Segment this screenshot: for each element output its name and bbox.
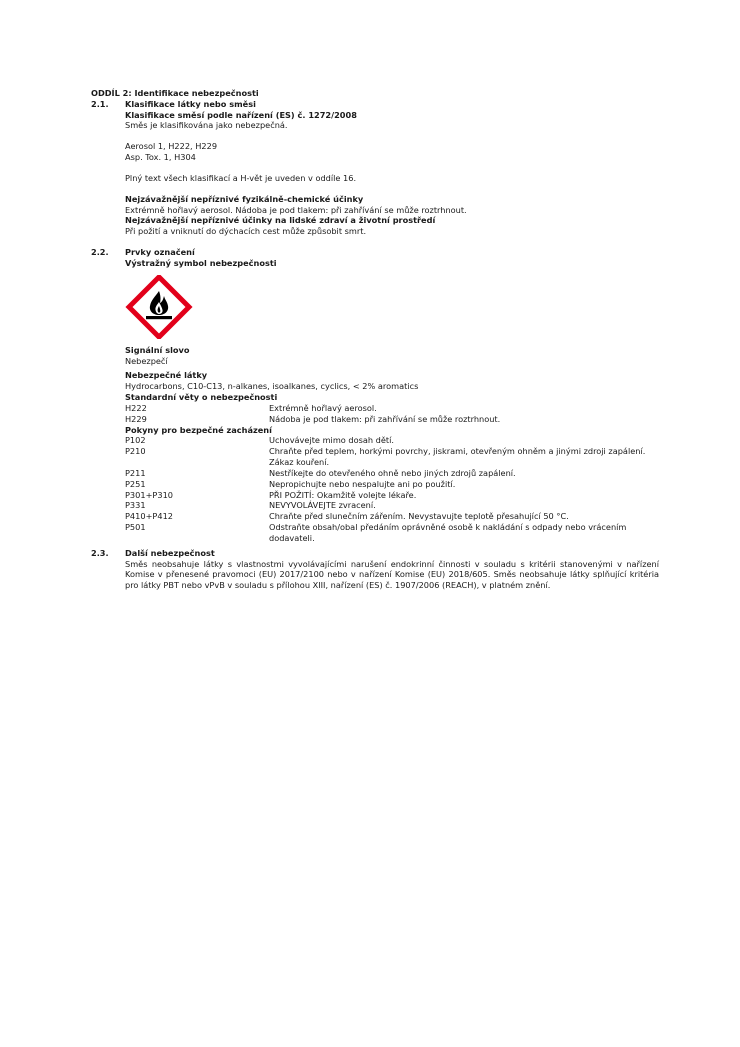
- phys-effects-heading: Nejzávažnější nepříznivé fyzikálně-chemické účinky: [125, 193, 364, 204]
- classification-statement: Směs je klasifikována jako nebezpečná.: [125, 120, 288, 131]
- section-heading: Další nebezpečnost: [125, 547, 215, 558]
- statement-code: P410+P412: [125, 511, 173, 522]
- signal-word: Nebezpečí: [125, 355, 168, 366]
- precautionary-statements-heading: Pokyny pro bezpečné zacházení: [125, 424, 272, 435]
- health-effects-heading: Nejzávažnější nepříznivé účinky na lidské zdraví a životní prostředí: [125, 215, 436, 226]
- statement-text: Nepropichujte nebo nespalujte ani po použití.: [269, 478, 456, 489]
- table-row: [125, 490, 659, 501]
- sds-page: [91, 88, 659, 591]
- statement-code: P210: [125, 446, 146, 457]
- statement-code: H229: [125, 413, 147, 424]
- section-heading: Prvky označení: [125, 247, 195, 258]
- table-row: [125, 500, 659, 511]
- table-row: [125, 468, 659, 479]
- section-number: 2.3.: [91, 547, 109, 558]
- subsection-heading: Klasifikace směsí podle nařízení (ES) č. 1272/2008: [125, 109, 357, 120]
- hazard-statements-table: [125, 403, 659, 425]
- statement-text: Extrémně hořlavý aerosol.: [269, 402, 377, 413]
- section-heading: Klasifikace látky nebo směsi: [125, 98, 256, 109]
- table-row: [125, 522, 659, 544]
- table-row: [125, 403, 659, 414]
- section-2-3: [91, 548, 659, 591]
- table-row: [125, 479, 659, 490]
- section-title: ODDÍL 2: Identifikace nebezpečnosti: [91, 88, 259, 98]
- statement-text: Nestříkejte do otevřeného ohně nebo jiných zdrojů zapálení.: [269, 467, 516, 478]
- signal-word-heading: Signální slovo: [125, 344, 190, 355]
- statement-code: P301+P310: [125, 489, 173, 500]
- health-effects-text: Při požití a vniknutí do dýchacích cest může způsobit smrt.: [125, 226, 367, 237]
- section-2-1: [91, 99, 659, 237]
- table-row: [125, 511, 659, 522]
- table-row: [125, 446, 659, 468]
- fulltext-note: Plný text všech klasifikací a H-vět je uveden v oddíle 16.: [125, 172, 357, 183]
- statement-text: Uchovávejte mimo dosah dětí.: [269, 435, 395, 446]
- flame-icon: [125, 275, 193, 339]
- pictogram-heading: Výstražný symbol nebezpečnosti: [125, 257, 277, 268]
- phys-effects-text: Extrémně hořlavý aerosol. Nádoba je pod tlakem: při zahřívání se může roztrhnout.: [125, 204, 467, 215]
- statement-text: Chraňte před teplem, horkými povrchy, jiskrami, otevřeným ohněm a jinými zdroji zapálení. Zákaz kouření.: [269, 446, 646, 468]
- statement-text: Nádoba je pod tlakem: při zahřívání se může roztrhnout.: [269, 413, 501, 424]
- hazardous-substances: Hydrocarbons, C10-C13, n-alkanes, isoalkanes, cyclics, < 2% aromatics: [125, 381, 419, 392]
- statement-text: Chraňte před slunečním zářením. Nevystavujte teplotě přesahující 50 °C.: [269, 511, 569, 522]
- classification-line: Aerosol 1, H222, H229: [125, 141, 218, 152]
- statement-code: P251: [125, 478, 146, 489]
- statement-text: PŘI POŽITÍ: Okamžitě volejte lékaře.: [269, 489, 417, 500]
- statement-code: P102: [125, 435, 146, 446]
- section-number: 2.2.: [91, 247, 109, 258]
- statement-text: NEVYVOLÁVEJTE zvracení.: [269, 500, 376, 511]
- hazardous-substances-heading: Nebezpečné látky: [125, 370, 208, 381]
- statement-code: P501: [125, 522, 146, 533]
- table-row: [125, 435, 659, 446]
- table-row: [125, 414, 659, 425]
- other-hazards-text: Směs neobsahuje látky s vlastnostmi vyvolávajícími narušení endokrinní činnosti v souladu s kritérii stanovenými v nařízení Komise v přenesené pravomoci (EU) 2017/2100 nebo v nařízení Komise (EU) 2018/605. Směs neobsahuje látky splňující kritéria pro látky PBT nebo vPvB v souladu s přílohou XIII, nařízení (ES) č. 1907/2006 (REACH), v platném znění.: [125, 558, 659, 591]
- classification-line: Asp. Tox. 1, H304: [125, 152, 196, 163]
- statement-code: H222: [125, 402, 147, 413]
- statement-code: P211: [125, 467, 146, 478]
- section-2-2: [91, 247, 659, 544]
- section-number: 2.1.: [91, 98, 109, 109]
- hazard-statements-heading: Standardní věty o nebezpečnosti: [125, 392, 278, 403]
- precautionary-statements-table: [125, 435, 659, 543]
- statement-text: Odstraňte obsah/obal předáním oprávněné osobě k nakládání s odpady nebo vrácením dodavateli.: [269, 522, 627, 543]
- statement-code: P331: [125, 500, 146, 511]
